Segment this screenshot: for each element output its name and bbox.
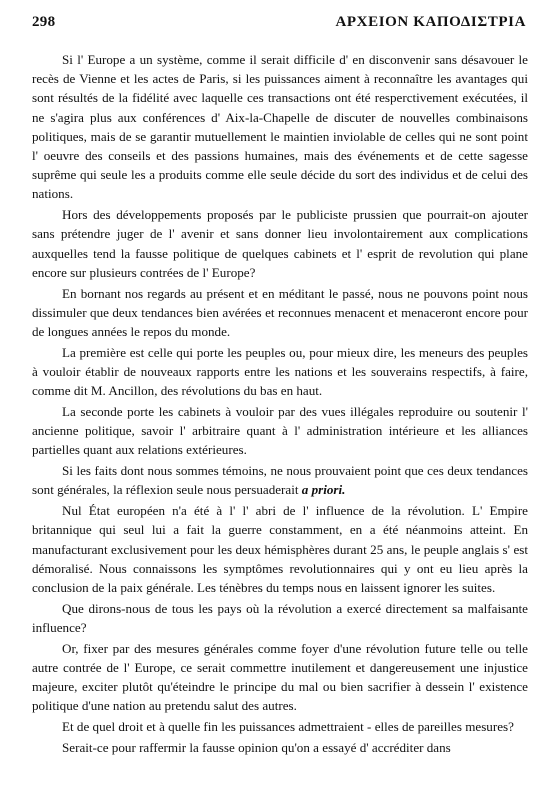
paragraph: Nul État européen n'a été à l' l' abri de l' influence de la révolution. L' Empire britannique qui seul lui a fait la guerre constamment, en a été néanmoins atteint. En manufacturant exclusivement pour les deux hémisphères durant 25 ans, le peuple anglais s' est démoralisé. Nous connaissons les symptômes revolutionnaires qui y ont eu lieu après la conclusion de la paix générale. Les ténèbres du temps nous en laissent ignorer les suites. (32, 503, 528, 596)
paragraph: Et de quel droit et à quelle fin les puissances admettraient - elles de pareilles mesures? (62, 719, 514, 735)
paragraph: La seconde porte les cabinets à vouloir par des vues illégales reproduire ou soutenir l' ancienne politique, savoir l' arbitraire quant à l' administration intérieure et les alliances partielles quant aux relations extérieures. (32, 404, 528, 458)
paragraph: Si l' Europe a un système, comme il serait difficile d' en disconvenir sans désavouer le recès de Vienne et les actes de Paris, si les puissances aiment à reconnaître les avantages qui sont résultés de la fidélité avec laquelle ces transactions ont été resperctivement exécutées, il ne s'agira plus aux conférences d' Aix-la-Chapelle de discuter de nouvelles combinaisons politiques, mais de se garantir mutuellement le maintien inviolable de celles qui ne sont point l' oeuvre des conseils et des passions humaines, mais des événements et de cette sagesse suprême qui seule les a produits comme elle seule décide du sort des individus et de celui des nations. (32, 52, 528, 202)
paragraph (32, 461, 528, 499)
page-number: 298 (32, 14, 56, 30)
page-header (32, 14, 526, 34)
paragraph-text: Si les faits dont nous sommes témoins, ne nous prouvaient point que ces deux tendances sont générales, la réflexion seule nous persuaderait (32, 463, 528, 498)
paragraph: Que dirons-nous de tous les pays où la révolution a exercé directement sa malfaisante influence? (32, 600, 528, 636)
paragraph: La première est celle qui porte les peuples ou, pour mieux dire, les meneurs des peuples à vouloir établir de nouveaux rapports entre les nations et les souverains respectifs, à faire, comme dit M. Ancillon, des révolutions du bas en haut. (32, 344, 528, 399)
body-text (32, 50, 528, 790)
paragraph: Serait-ce pour raffermir la fausse opinion qu'on a essayé d' accréditer dans (62, 740, 451, 756)
paragraph: Or, fixer par des mesures générales comme foyer d'une révolution future telle ou telle autre contrée de l' Europe, ce serait commettre inutilement et dangereusement une injustice majeure, exciter plutôt qu'éteindre le principe du mal ou bien sacrifier à dessein l' existence politique d'une nation au pretendu salut des autres. (32, 640, 528, 714)
running-title: ΑΡΧΕΙΟΝ ΚΑΠΟΔΙΣΤΡΙΑ (335, 14, 526, 30)
paragraph: Hors des développements proposés par le publiciste prussien que pourrait-on ajouter sans prétendre juger de l' avenir et sans donner lieu involontairement aux complications auxquelles tend la fausse politique de quelques cabinets et l' esprit de revolution qui plane encore sur plusieurs contrées de l' Europe? (32, 207, 528, 280)
latin-emphasis: a priori. (301, 482, 346, 498)
paragraph: En bornant nos regards au présent et en méditant le passé, nous ne pouvons point nous dissimuler que deux tendances bien avérées et reconnues menacent et menaceront encore pour de longues années le repos du monde. (32, 285, 528, 340)
